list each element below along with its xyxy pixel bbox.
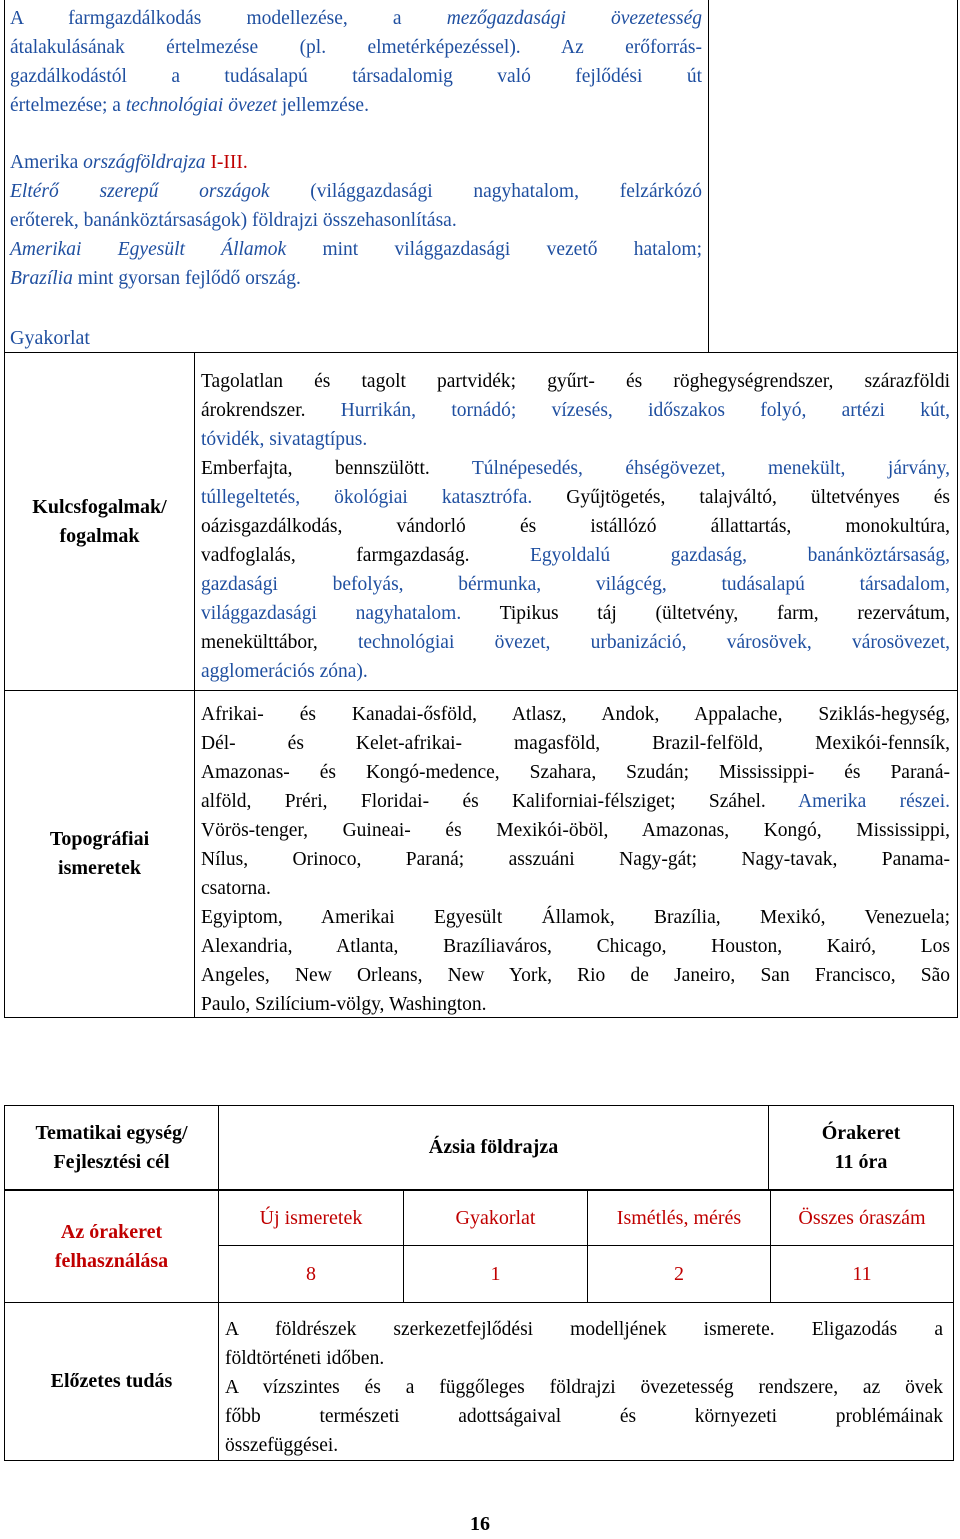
text-segment: főbb természeti adottságaival és környezeti problémáinak bbox=[225, 1406, 943, 1427]
text-line bbox=[201, 961, 950, 990]
text-segment: összefüggései. bbox=[225, 1435, 339, 1456]
text-segment: gazdálkodástól a tudásalapú társadalomig való fejlődési út bbox=[10, 66, 702, 87]
top-left-border bbox=[4, 0, 5, 352]
text-line bbox=[201, 903, 950, 932]
text-segment: Alexandria, Atlanta, Brazíliaváros, Chicago, Houston, Kairó, Los bbox=[201, 936, 950, 957]
label-line: Kulcsfogalmak/ bbox=[32, 495, 167, 518]
text-line bbox=[201, 729, 950, 758]
text-line bbox=[201, 483, 950, 512]
intro-line bbox=[10, 33, 702, 62]
hours-cell bbox=[769, 1106, 953, 1189]
text-segment: technológiai övezet, urbanizáció, városövek, városövezet, bbox=[357, 632, 950, 653]
text-line bbox=[225, 1431, 943, 1460]
text-segment: Tipikus táj (ültetvény, farm, rezervátum, bbox=[499, 603, 951, 624]
label-line: Tematikai egység/ bbox=[35, 1121, 188, 1144]
t1-right-border bbox=[957, 352, 958, 1018]
usage-header-new: Új ismeretek bbox=[259, 1206, 363, 1229]
text-segment: Amerika bbox=[10, 152, 84, 173]
text-line bbox=[225, 1373, 943, 1402]
usage-value-total: 11 bbox=[852, 1262, 872, 1285]
text-segment: tóvidék, sivatagtípus. bbox=[201, 429, 368, 450]
text-segment: mezőgazdasági övezetesség bbox=[446, 8, 702, 29]
text-segment: Amazonas- és Kongó-medence, Szahara, Szudán; Mississippi- és Paraná- bbox=[201, 762, 950, 783]
text-segment: Paulo, Szilícium-völgy, Washington. bbox=[201, 994, 487, 1015]
top-right-border bbox=[957, 0, 958, 352]
text-segment: értelmezése; a bbox=[10, 95, 126, 116]
text-segment: A földrészek szerkezetfejlődési modelljének ismerete. Eligazodás a bbox=[225, 1319, 943, 1340]
text-line bbox=[201, 425, 950, 454]
label-line: Fejlesztési cél bbox=[53, 1150, 170, 1173]
usage-value-practice: 1 bbox=[490, 1262, 501, 1285]
text-line bbox=[10, 177, 702, 206]
text-segment: túllegeltetés, ökológiai katasztrófa. bbox=[201, 487, 567, 508]
text-segment: alföld, Préri, Floridai- és Kaliforniai-félsziget; Száhel. bbox=[201, 791, 799, 812]
america-paragraph bbox=[10, 177, 702, 293]
prior-knowledge-label: Előzetes tudás bbox=[50, 1370, 173, 1392]
gyakorlat-heading: Gyakorlat bbox=[10, 327, 90, 349]
hours-value: 11 óra bbox=[834, 1150, 888, 1173]
intro-line bbox=[10, 4, 702, 33]
text-line bbox=[201, 570, 950, 599]
text-segment: csatorna. bbox=[201, 878, 271, 899]
text-segment: Túlnépesedés, éhségövezet, menekült, járvány, bbox=[471, 458, 950, 479]
text-line bbox=[201, 454, 950, 483]
text-segment: menekülttábor, bbox=[201, 632, 358, 653]
label-line: Topográfiai bbox=[49, 828, 150, 850]
text-line bbox=[201, 367, 950, 396]
usage-value-review: 2 bbox=[674, 1262, 684, 1285]
label-line: Az órakeret bbox=[60, 1220, 163, 1243]
america-heading bbox=[10, 148, 702, 177]
topografiai-label bbox=[5, 691, 194, 1017]
text-segment: Egyoldalú gazdaság, banánköztársaság, bbox=[530, 545, 950, 566]
text-line bbox=[201, 758, 950, 787]
text-segment: Tagolatlan és tagolt partvidék; gyűrt- és röghegységrendszer, szárazföldi bbox=[201, 371, 950, 392]
usage-value-new: 8 bbox=[306, 1262, 316, 1285]
usage-label bbox=[5, 1191, 218, 1302]
text-line bbox=[10, 206, 702, 235]
usage-header-review: Ismétlés, mérés bbox=[616, 1206, 742, 1229]
kulcsfogalmak-content bbox=[201, 367, 950, 686]
unit-label bbox=[5, 1106, 218, 1189]
label-line: fogalmak bbox=[59, 524, 140, 547]
text-segment: Eltérő szerepű országok bbox=[10, 181, 270, 202]
page-number: 16 bbox=[470, 1513, 490, 1535]
kulcsfogalmak-label bbox=[5, 353, 194, 690]
text-line bbox=[201, 512, 950, 541]
text-segment: Angeles, New Orleans, New York, Rio de Janeiro, San Francisco, São bbox=[201, 965, 950, 986]
usage-header-total: Összes óraszám bbox=[798, 1206, 926, 1229]
text-segment: erőterek, banánköztársaságok) földrajzi összehasonlítása. bbox=[10, 210, 457, 231]
text-line bbox=[201, 816, 950, 845]
text-segment: világgazdasági nagyhatalom. bbox=[201, 603, 500, 624]
text-segment: Dél- és Kelet-afrikai- magasföld, Brazil-felföld, Mexikói-fennsík, bbox=[201, 733, 950, 754]
intro-paragraph bbox=[10, 4, 702, 120]
text-segment: árokrendszer. bbox=[201, 400, 341, 421]
text-segment: A farmgazdálkodás modellezése, a bbox=[10, 8, 447, 29]
text-segment: Afrikai- és Kanadai-ősföld, Atlasz, Andok, Appalache, Sziklás-hegység, bbox=[201, 704, 950, 725]
label-line: ismeretek bbox=[58, 857, 141, 879]
text-line bbox=[201, 657, 950, 686]
topografiai-content bbox=[201, 700, 950, 1019]
prior-knowledge-content bbox=[225, 1315, 943, 1460]
text-line bbox=[10, 264, 702, 293]
text-line bbox=[201, 845, 950, 874]
text-segment: mint gyorsan fejlődő ország. bbox=[72, 268, 301, 289]
text-segment: I-III. bbox=[205, 152, 248, 173]
text-segment: mint világgazdasági vezető hatalom; bbox=[286, 239, 703, 260]
text-segment: Amerikai Egyesült Államok bbox=[10, 239, 287, 260]
text-line bbox=[225, 1344, 943, 1373]
text-segment: vadfoglalás, farmgazdaság. bbox=[201, 545, 531, 566]
t2-right-border bbox=[953, 1105, 954, 1461]
t2-bottom-border bbox=[4, 1460, 954, 1461]
text-segment: (világgazdasági nagyhatalom, felzárkózó bbox=[269, 181, 702, 202]
text-segment: földtörténeti időben. bbox=[225, 1348, 385, 1369]
text-segment: országföldrajza bbox=[83, 152, 206, 173]
text-segment: Nílus, Orinoco, Paraná; asszuáni Nagy-gát; Nagy-tavak, Panama- bbox=[201, 849, 950, 870]
text-segment: A vízszintes és a függőleges földrajzi övezetesség rendszere, az övek bbox=[225, 1377, 943, 1398]
text-line bbox=[201, 396, 950, 425]
text-line bbox=[201, 628, 950, 657]
text-line bbox=[201, 599, 950, 628]
text-segment: Brazília bbox=[10, 268, 73, 289]
text-line bbox=[201, 700, 950, 729]
text-segment: Hurrikán, tornádó; vízesés, időszakos folyó, artézi kút, bbox=[340, 400, 950, 421]
intro-line bbox=[10, 91, 702, 120]
text-segment: jellemzése. bbox=[276, 95, 369, 116]
text-segment: technológiai övezet bbox=[125, 95, 277, 116]
intro-line bbox=[10, 62, 702, 91]
hours-label: Órakeret bbox=[821, 1121, 901, 1144]
text-segment: oázisgazdálkodás, vándorló és istállózó állattartás, monokultúra, bbox=[201, 516, 950, 537]
text-segment: Emberfajta, bennszülött. bbox=[201, 458, 472, 479]
unit-title: Ázsia földrajza bbox=[428, 1136, 559, 1158]
text-segment: Egyiptom, Amerikai Egyesült Államok, Brazília, Mexikó, Venezuela; bbox=[201, 907, 950, 928]
top-divider bbox=[708, 0, 709, 352]
text-line bbox=[201, 874, 950, 903]
text-line bbox=[225, 1402, 943, 1431]
text-line bbox=[201, 541, 950, 570]
text-segment: Vörös-tenger, Guineai- és Mexikói-öböl, Amazonas, Kongó, Mississippi, bbox=[201, 820, 950, 841]
text-line bbox=[10, 235, 702, 264]
text-line bbox=[225, 1315, 943, 1344]
label-line: felhasználása bbox=[54, 1249, 169, 1272]
t1-col-divider bbox=[194, 352, 195, 1018]
text-line bbox=[201, 990, 950, 1019]
usage-header-practice: Gyakorlat bbox=[455, 1206, 536, 1229]
text-line bbox=[201, 932, 950, 961]
text-segment: Gyűjtögetés, talajváltó, ültetvényes és bbox=[566, 487, 950, 508]
text-segment: Amerika részei. bbox=[798, 791, 950, 812]
text-line bbox=[201, 787, 950, 816]
text-segment: agglomerációs zóna). bbox=[201, 661, 368, 682]
text-segment: gazdasági befolyás, bérmunka, világcég, tudásalapú társadalom, bbox=[201, 574, 950, 595]
text-segment: átalakulásának értelmezése (pl. elmetérképezéssel). Az erőforrás- bbox=[10, 37, 702, 58]
